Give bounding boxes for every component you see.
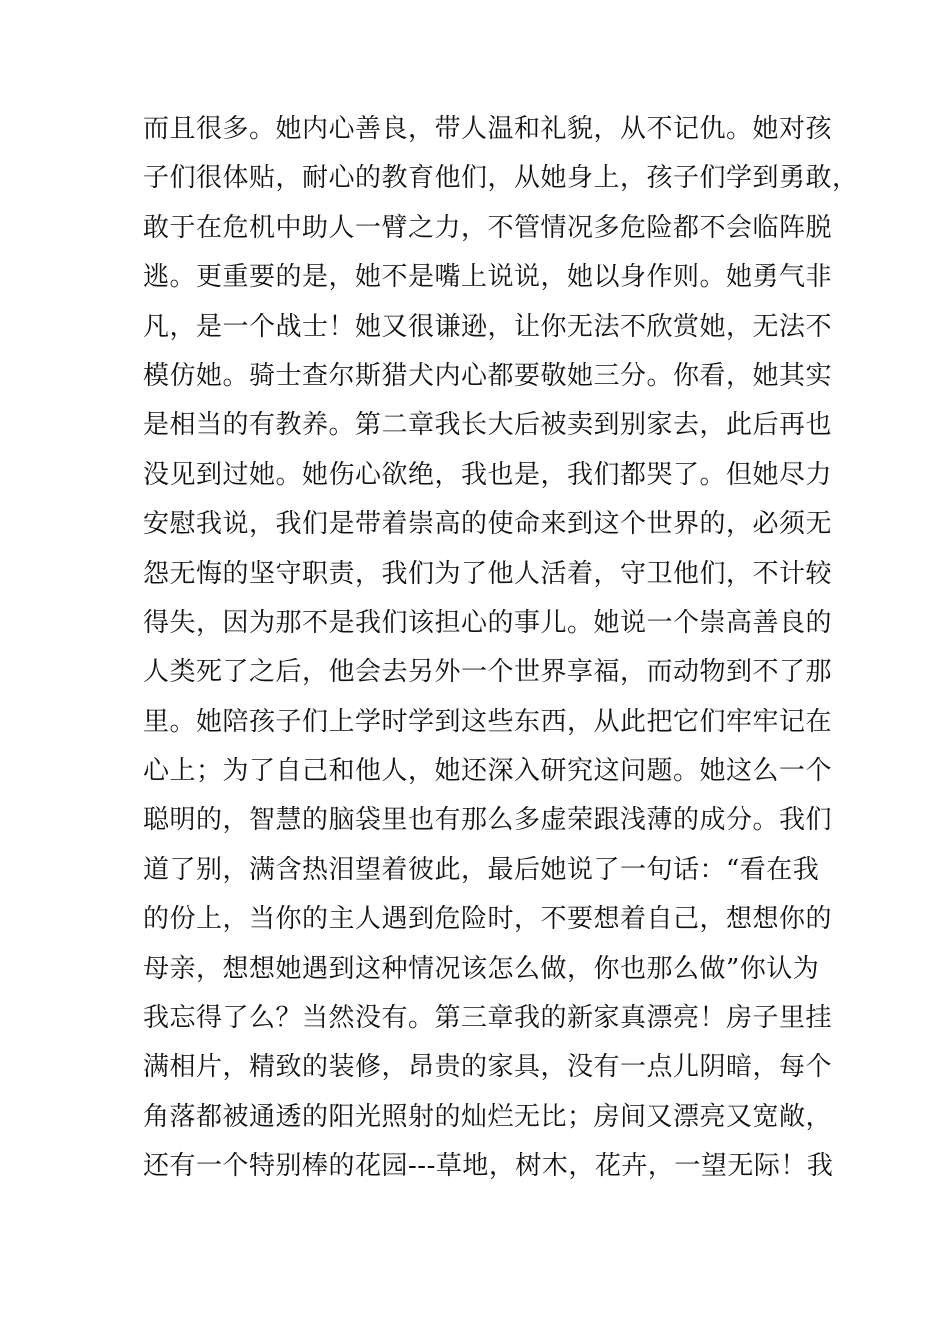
- text-line: 逃。更重要的是，她不是嘴上说说，她以身作则。她勇气非: [143, 262, 833, 293]
- text-line: 怨无悔的坚守职责，我们为了他人活着，守卫他们，不计较: [143, 558, 833, 589]
- text-line: 子们很体贴，耐心的教育他们，从她身上，孩子们学到勇敢，: [143, 163, 859, 194]
- text-line: 安慰我说，我们是带着崇高的使命来到这个世界的，必须无: [143, 509, 833, 540]
- text-line: 而且很多。她内心善良，带人温和礼貌，从不记仇。她对孩: [143, 114, 833, 144]
- text-line: 心上；为了自己和他人，她还深入研究这问题。她这么一个: [143, 756, 833, 787]
- text-line: 没见到过她。她伤心欲绝，我也是，我们都哭了。但她尽力: [143, 459, 833, 490]
- text-line: 的份上，当你的主人遇到危险时，不要想着自己，想想你的: [143, 904, 833, 935]
- text-line: 我忘得了么？当然没有。第三章我的新家真漂亮！房子里挂: [143, 1003, 833, 1034]
- text-line: 敢于在危机中助人一臂之力，不管情况多危险都不会临阵脱: [143, 212, 833, 243]
- body-text: [143, 105, 859, 1192]
- text-line: 聪明的，智慧的脑袋里也有那么多虚荣跟浅薄的成分。我们: [143, 805, 833, 836]
- text-line: 还有一个特别棒的花园---草地，树木，花卉，一望无际！我: [143, 1151, 834, 1182]
- text-line: 角落都被通透的阳光照射的灿烂无比；房间又漂亮又宽敞，: [143, 1101, 833, 1132]
- text-line: 里。她陪孩子们上学时学到这些东西，从此把它们牢牢记在: [143, 706, 833, 737]
- text-line: 母亲，想想她遇到这种情况该怎么做，你也那么做”你认为: [143, 953, 820, 984]
- text-line: 道了别，满含热泪望着彼此，最后她说了一句话：“看在我: [143, 854, 820, 885]
- text-line: 模仿她。骑士查尔斯猎犬内心都要敬她三分。你看，她其实: [143, 360, 833, 391]
- text-line: 得失，因为那不是我们该担心的事儿。她说一个崇高善良的: [143, 607, 833, 638]
- text-line: 凡，是一个战士！她又很谦逊，让你无法不欣赏她，无法不: [143, 311, 833, 342]
- text-line: 是相当的有教养。第二章我长大后被卖到别家去，此后再也: [143, 410, 833, 441]
- text-line: 满相片，精致的装修，昂贵的家具，没有一点儿阴暗，每个: [143, 1052, 833, 1083]
- text-line: 人类死了之后，他会去另外一个世界享福，而动物到不了那: [143, 657, 833, 688]
